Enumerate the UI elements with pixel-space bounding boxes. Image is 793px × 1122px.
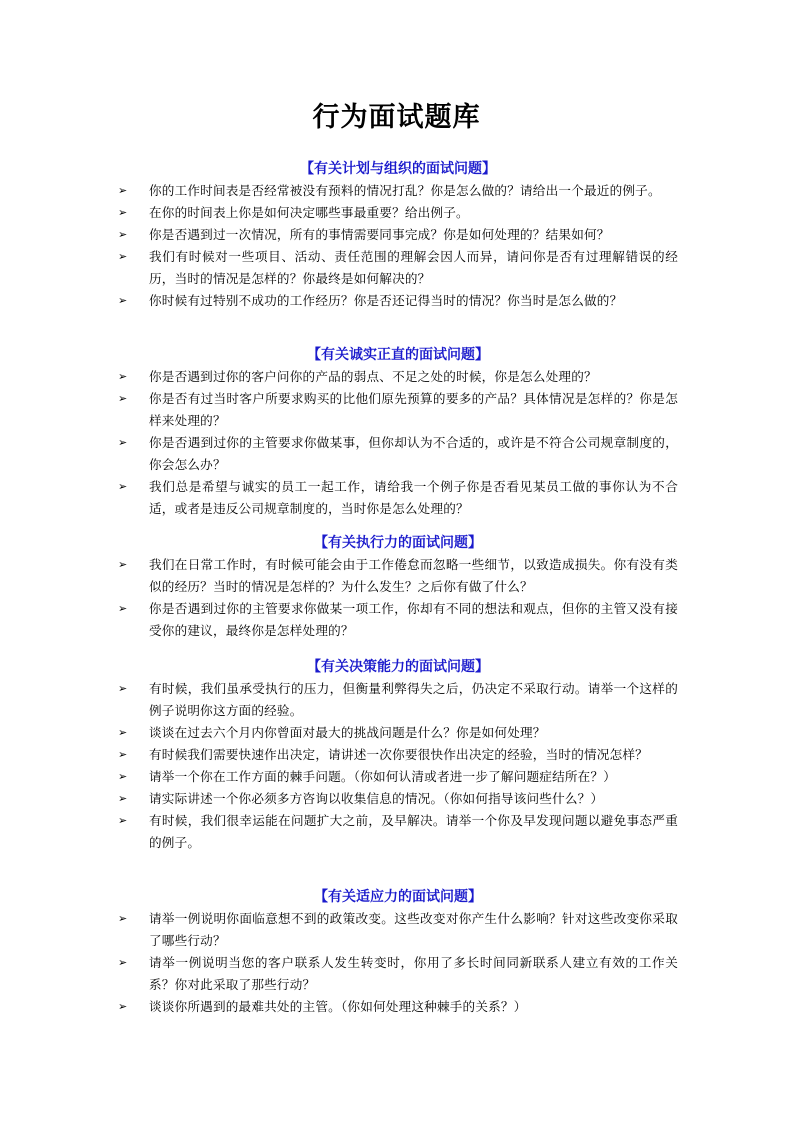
arrow-bullet-icon: ➢ xyxy=(118,726,128,739)
section-heading: 【有关适应力的面试问题】 xyxy=(314,889,482,905)
question-text: 谈谈在过去六个月内你曾面对最大的挑战问题是什么？你是如何处理？ xyxy=(149,725,546,740)
list-item xyxy=(118,246,678,290)
arrow-bullet-icon: ➢ xyxy=(118,602,128,615)
section-planning-organization xyxy=(118,158,678,312)
arrow-bullet-icon: ➢ xyxy=(118,250,128,263)
arrow-bullet-icon: ➢ xyxy=(118,294,128,307)
list-item xyxy=(118,996,678,1018)
question-text: 我们总是希望与诚实的员工一起工作，请给我一个例子你是否看见某员工做的事你认为不合适，或者是违反公司规章制度的，当时你是怎么处理的？ xyxy=(149,479,678,516)
list-item xyxy=(118,366,678,388)
question-list xyxy=(118,554,678,642)
list-item xyxy=(118,202,678,224)
section-honesty-integrity xyxy=(118,344,678,520)
question-text: 我们有时候对一些项目、活动、责任范围的理解会因人而异，请问你是否有过理解错误的经历，当时的情况是怎样的？你最终是如何解决的？ xyxy=(149,249,678,286)
arrow-bullet-icon: ➢ xyxy=(118,184,128,197)
question-text: 请实际讲述一个你必须多方咨询以收集信息的情况。（你如何指导该问些什么？） xyxy=(149,791,604,806)
list-item xyxy=(118,810,678,854)
question-text: 你是否有过当时客户所要求购买的比他们原先预算的要多的产品？具体情况是怎样的？你是怎样来处理的？ xyxy=(149,391,678,428)
list-item xyxy=(118,722,678,744)
question-text: 有时候，我们虽承受执行的压力，但衡量利弊得失之后，仍决定不采取行动。请举一个这样的例子说明你这方面的经验。 xyxy=(149,681,678,718)
question-text: 请举一例说明当您的客户联系人发生转变时，你用了多长时间同新联系人建立有效的工作关系？你对此采取了那些行动？ xyxy=(149,955,678,992)
list-item xyxy=(118,554,678,598)
list-item xyxy=(118,224,678,246)
section-heading: 【有关计划与组织的面试问题】 xyxy=(300,161,496,177)
section-heading: 【有关决策能力的面试问题】 xyxy=(307,659,489,675)
list-item xyxy=(118,952,678,996)
list-item xyxy=(118,788,678,810)
arrow-bullet-icon: ➢ xyxy=(118,1000,128,1013)
question-text: 请举一例说明你面临意想不到的政策改变。这些改变对你产生什么影响？针对这些改变你采取了哪些行动？ xyxy=(149,911,678,948)
list-item xyxy=(118,432,678,476)
question-text: 有时候我们需要快速作出决定，请讲述一次你要很快作出决定的经验，当时的情况怎样？ xyxy=(149,747,648,762)
list-item xyxy=(118,766,678,788)
arrow-bullet-icon: ➢ xyxy=(118,558,128,571)
list-item xyxy=(118,388,678,432)
list-item xyxy=(118,180,678,202)
list-item xyxy=(118,598,678,642)
arrow-bullet-icon: ➢ xyxy=(118,792,128,805)
question-text: 在你的时间表上你是如何决定哪些事最重要？给出例子。 xyxy=(149,205,469,220)
arrow-bullet-icon: ➢ xyxy=(118,206,128,219)
question-text: 你是否遇到过你的客户问你的产品的弱点、不足之处的时候，你是怎么处理的？ xyxy=(149,369,597,384)
arrow-bullet-icon: ➢ xyxy=(118,748,128,761)
question-list xyxy=(118,678,678,854)
question-list xyxy=(118,366,678,520)
arrow-bullet-icon: ➢ xyxy=(118,814,128,827)
question-text: 有时候，我们很幸运能在问题扩大之前，及早解决。请举一个你及早发现问题以避免事态严重的例子。 xyxy=(149,813,678,850)
question-text: 你的工作时间表是否经常被没有预料的情况打乱？你是怎么做的？请给出一个最近的例子。 xyxy=(149,183,661,198)
list-item xyxy=(118,744,678,766)
section-heading: 【有关诚实正直的面试问题】 xyxy=(307,347,489,363)
question-text: 你是否遇到过你的主管要求你做某一项工作，你却有不同的想法和观点，但你的主管又没有接受你的建议，最终你是怎样处理的？ xyxy=(149,601,678,638)
section-heading: 【有关执行力的面试问题】 xyxy=(314,535,482,551)
arrow-bullet-icon: ➢ xyxy=(118,436,128,449)
question-list xyxy=(118,180,678,312)
arrow-bullet-icon: ➢ xyxy=(118,912,128,925)
section-execution xyxy=(118,532,678,642)
list-item xyxy=(118,908,678,952)
list-item xyxy=(118,290,678,312)
arrow-bullet-icon: ➢ xyxy=(118,480,128,493)
arrow-bullet-icon: ➢ xyxy=(118,682,128,695)
arrow-bullet-icon: ➢ xyxy=(118,956,128,969)
arrow-bullet-icon: ➢ xyxy=(118,392,128,405)
arrow-bullet-icon: ➢ xyxy=(118,770,128,783)
question-list xyxy=(118,908,678,1018)
list-item xyxy=(118,476,678,520)
question-text: 你时候有过特别不成功的工作经历？你是否还记得当时的情况？你当时是怎么做的？ xyxy=(149,293,623,308)
section-decision-making xyxy=(118,656,678,854)
question-text: 我们在日常工作时，有时候可能会由于工作倦怠而忽略一些细节，以致造成损失。你有没有类似的经历？当时的情况是怎样的？为什么发生？之后你有做了什么？ xyxy=(149,557,678,594)
question-text: 谈谈你所遇到的最难共处的主管。（你如何处理这种棘手的关系？） xyxy=(149,999,527,1014)
section-adaptability xyxy=(118,886,678,1018)
arrow-bullet-icon: ➢ xyxy=(118,228,128,241)
question-text: 你是否遇到过你的主管要求你做某事，但你却认为不合适的，或许是不符合公司规章制度的，你会怎么办？ xyxy=(149,435,678,472)
list-item xyxy=(118,678,678,722)
question-text: 你是否遇到过一次情况，所有的事情需要同事完成？你是如何处理的？结果如何？ xyxy=(149,227,610,242)
arrow-bullet-icon: ➢ xyxy=(118,370,128,383)
question-text: 请举一个你在工作方面的棘手问题。（你如何认清或者进一步了解问题症结所在？） xyxy=(149,769,617,784)
document-title: 行为面试题库 xyxy=(312,102,481,133)
